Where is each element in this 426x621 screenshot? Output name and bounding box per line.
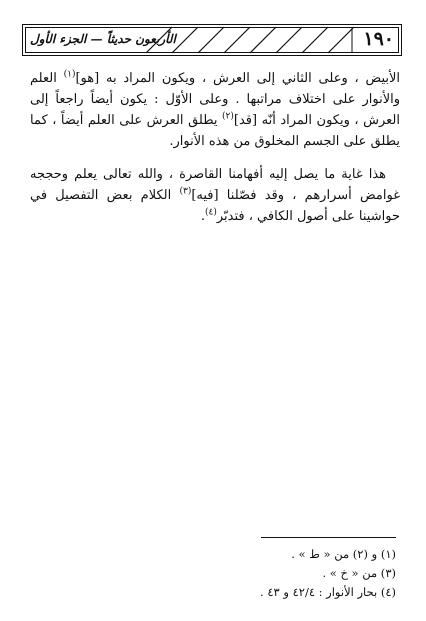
page-number: ١٩٠ bbox=[363, 28, 394, 50]
hatch-line bbox=[302, 27, 328, 53]
footnote: (١) و (٢) من « ط » . bbox=[291, 547, 396, 561]
body-text bbox=[30, 68, 400, 239]
paragraph bbox=[30, 164, 400, 227]
footnote-ref: (٤) bbox=[204, 207, 217, 218]
footnote-ref: (٣) bbox=[179, 186, 192, 197]
text-segment: العلم والأنوار على اختلاف مراتبها . وعلى الأوّل : يكون أيضاً راجعاً إلى العرش ، ويكون المراد أنّه [قد] bbox=[30, 71, 401, 128]
text-segment: هذا غاية ما يصل إليه أفهامنا القاصرة ، والله تعالى يعلم وحججه غوامض أسرارهم ، وقد فصّلنا [فيه] bbox=[30, 167, 400, 203]
hatch-line bbox=[328, 27, 354, 53]
hatch-line bbox=[250, 27, 276, 53]
footnote: (٣) من « خ » . bbox=[322, 566, 396, 580]
page-header bbox=[22, 24, 402, 56]
footnote-separator bbox=[261, 537, 396, 538]
text-segment: الأبيض ، وعلى الثاني إلى العرش ، ويكون المراد به [هو] bbox=[75, 71, 401, 86]
text-segment: الكلام بعض التفصيل في حواشينا على أصول الكافي ، فتدبّر bbox=[30, 188, 400, 224]
footnote-ref: (٢) bbox=[222, 111, 234, 122]
hatch-line bbox=[198, 27, 224, 53]
footnote: (٤) بحار الأنوار : ٤٢/٤ و ٤٣ . bbox=[260, 585, 396, 599]
hatch-line bbox=[276, 27, 302, 53]
hatch-line bbox=[224, 27, 250, 53]
text-segment: يطلق العرش على العلم أيضاً ، كما يطلق على الجسم المخلوق من هذه الأنوار. bbox=[30, 113, 400, 149]
running-title: الأربعون حديثاً — الجزء الأول bbox=[30, 32, 176, 46]
footnote-ref: (١) bbox=[63, 69, 76, 80]
text-segment: . bbox=[200, 209, 205, 224]
paragraph bbox=[30, 68, 400, 152]
footnotes bbox=[96, 545, 396, 602]
